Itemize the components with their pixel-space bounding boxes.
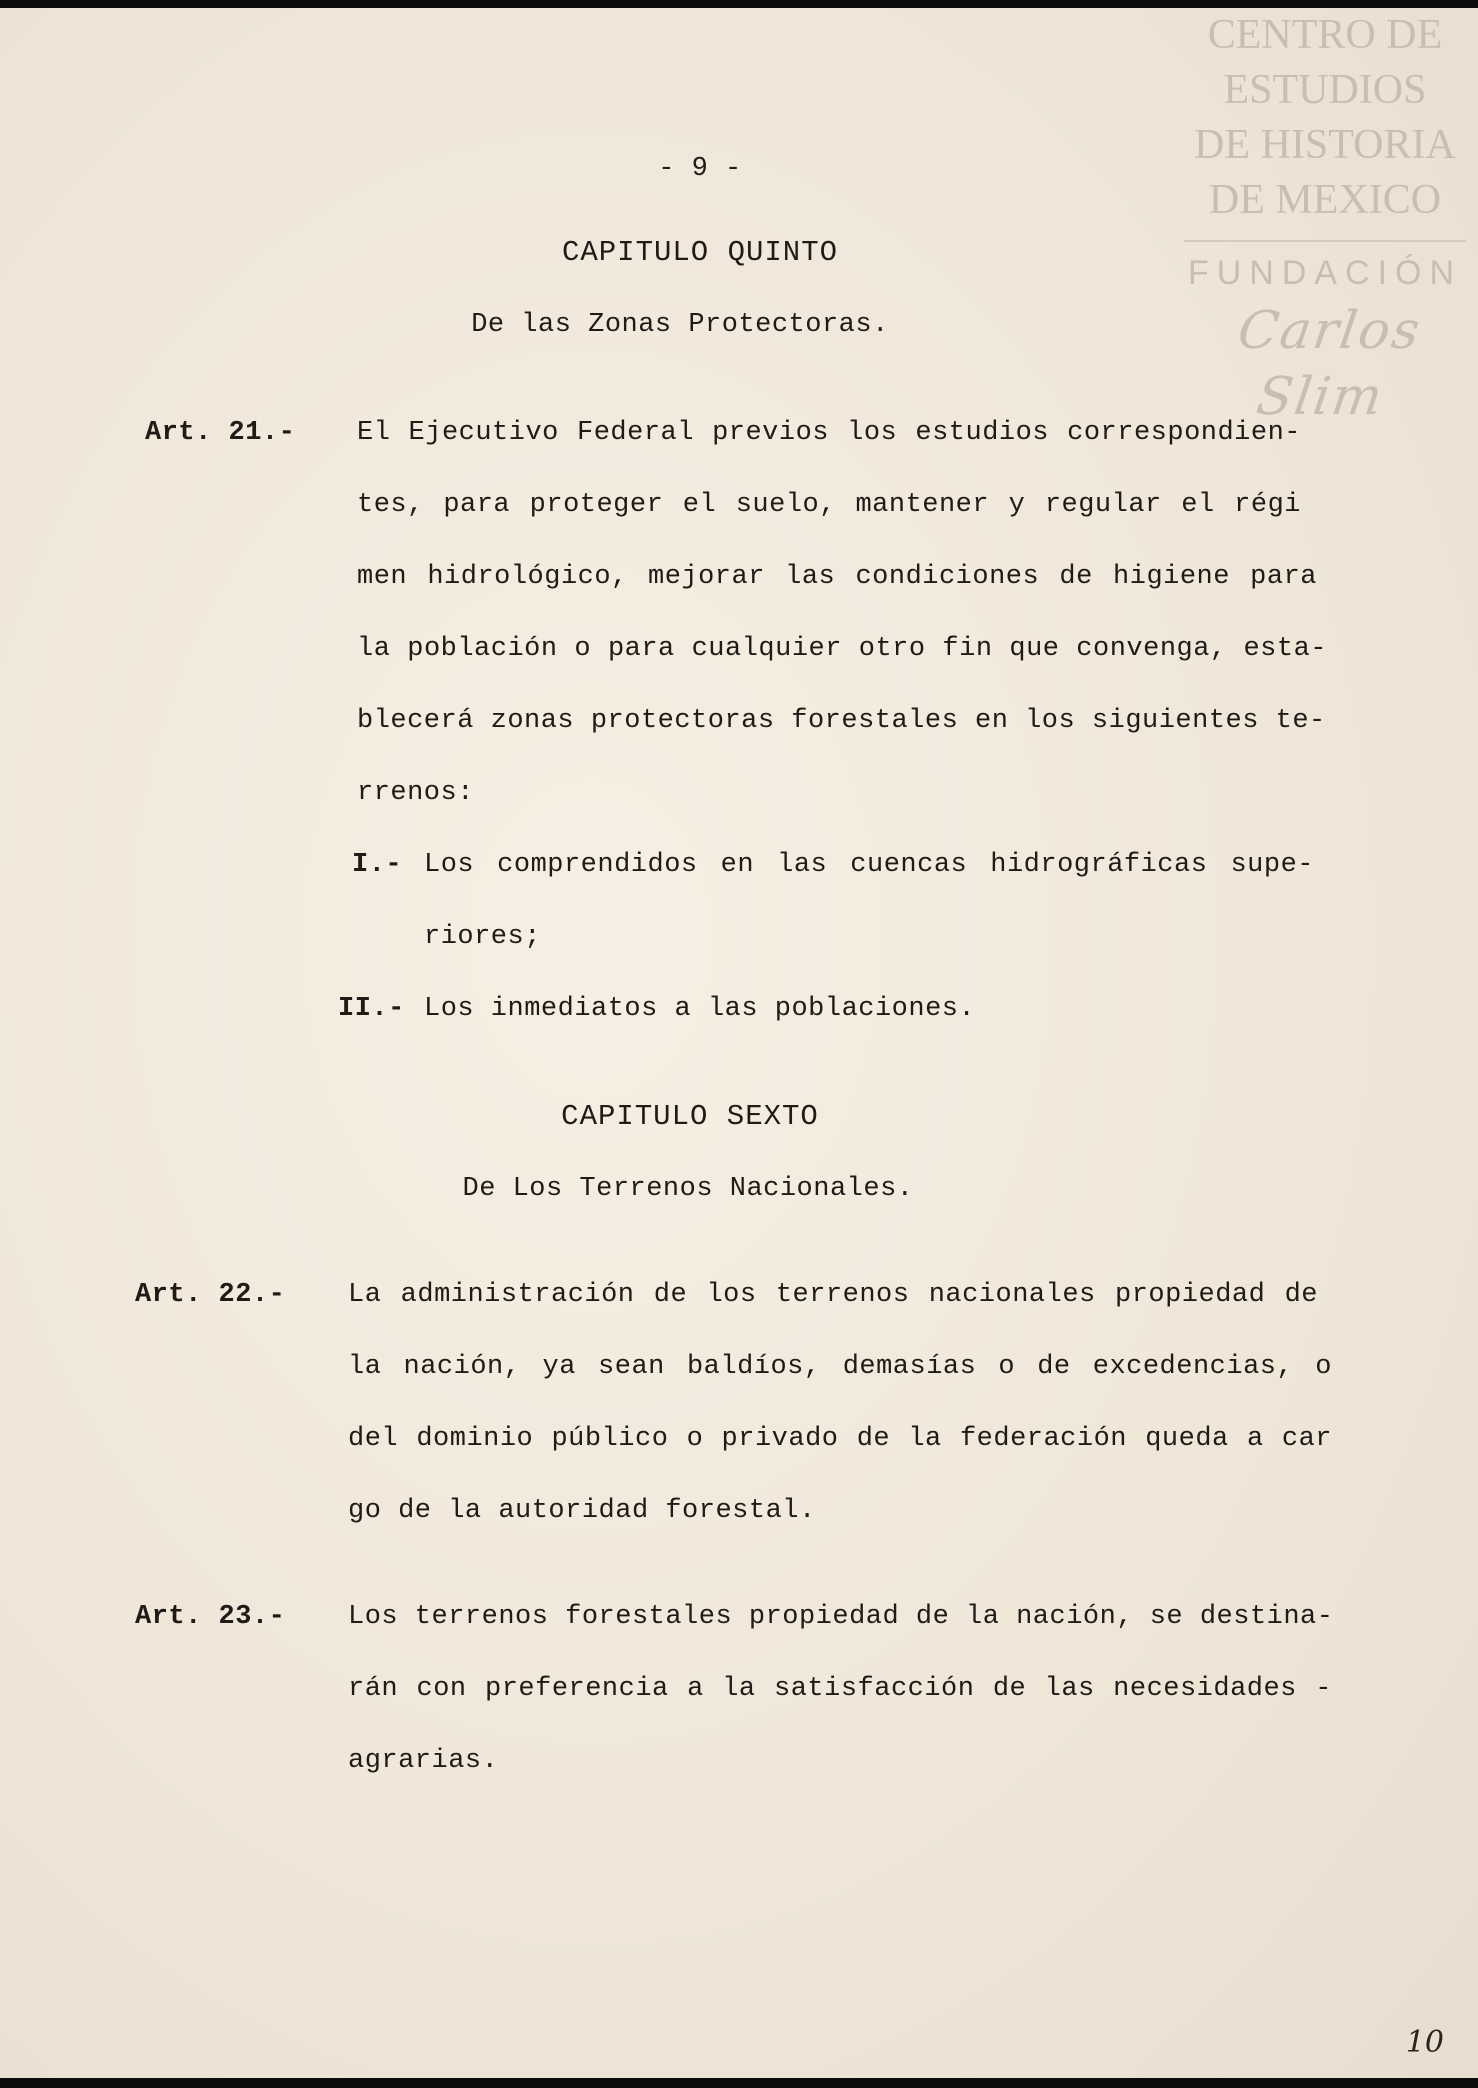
watermark-line: DE HISTORIA [1194,122,1456,168]
article-22-label: Art. 22.- [135,1280,286,1310]
archive-watermark [1180,8,1470,430]
article-22-line: la nación, ya sean baldíos, demasías o de excedencias, o [348,1352,1332,1382]
page-number: - 9 - [658,154,742,184]
item-number: II.- [338,994,405,1024]
article-21-line: men hidrológico, mejorar las condiciones de higiene para [357,562,1317,592]
item-number: I.- [352,850,403,880]
article-21-line: la población o para cualquier otro fin que convenga, esta- [357,634,1327,664]
scan-border [0,2078,1478,2088]
article-22-line: del dominio público o privado de la federación queda a car [348,1424,1332,1454]
article-23-line: rán con preferencia a la satisfacción de las necesidades - [348,1674,1332,1704]
article-23-label: Art. 23.- [135,1602,286,1632]
item-line: Los comprendidos en las cuencas hidrográficas supe- [424,850,1314,880]
watermark-signature: Carlos Slim [1234,301,1425,427]
article-21-line: El Ejecutivo Federal previos los estudios correspondien- [357,418,1301,448]
article-23-line: Los terrenos forestales propiedad de la nación, se destina- [348,1602,1334,1632]
document-page [0,8,1478,2078]
article-21-line: blecerá zonas protectoras forestales en los siguientes te- [357,706,1326,736]
watermark-line: CENTRO DE [1207,12,1443,58]
handwritten-sheet-number: 10 [1405,2025,1444,2060]
chapter-5-title: CAPITULO QUINTO [561,236,839,269]
article-22-line: La administración de los terrenos nacionales propiedad de [348,1280,1318,1310]
article-23-line: agrarias. [348,1746,499,1776]
chapter-6-title: CAPITULO SEXTO [561,1100,819,1133]
article-21-line: rrenos: [357,778,474,808]
article-21-line: tes, para proteger el suelo, mantener y regular el régi [357,490,1301,520]
item-line: Los inmediatos a las poblaciones. [424,994,976,1024]
chapter-6-subtitle: De Los Terrenos Nacionales. [462,1174,914,1204]
watermark-foundation: FUNDACIÓN [1187,254,1463,292]
article-22-line: go de la autoridad forestal. [348,1496,816,1526]
article-21-label: Art. 21.- [145,418,296,448]
watermark-line: DE MEXICO [1208,177,1442,223]
item-line: riores; [424,922,541,952]
watermark-line: ESTUDIOS [1223,67,1427,113]
chapter-5-subtitle: De las Zonas Protectoras. [471,310,889,340]
